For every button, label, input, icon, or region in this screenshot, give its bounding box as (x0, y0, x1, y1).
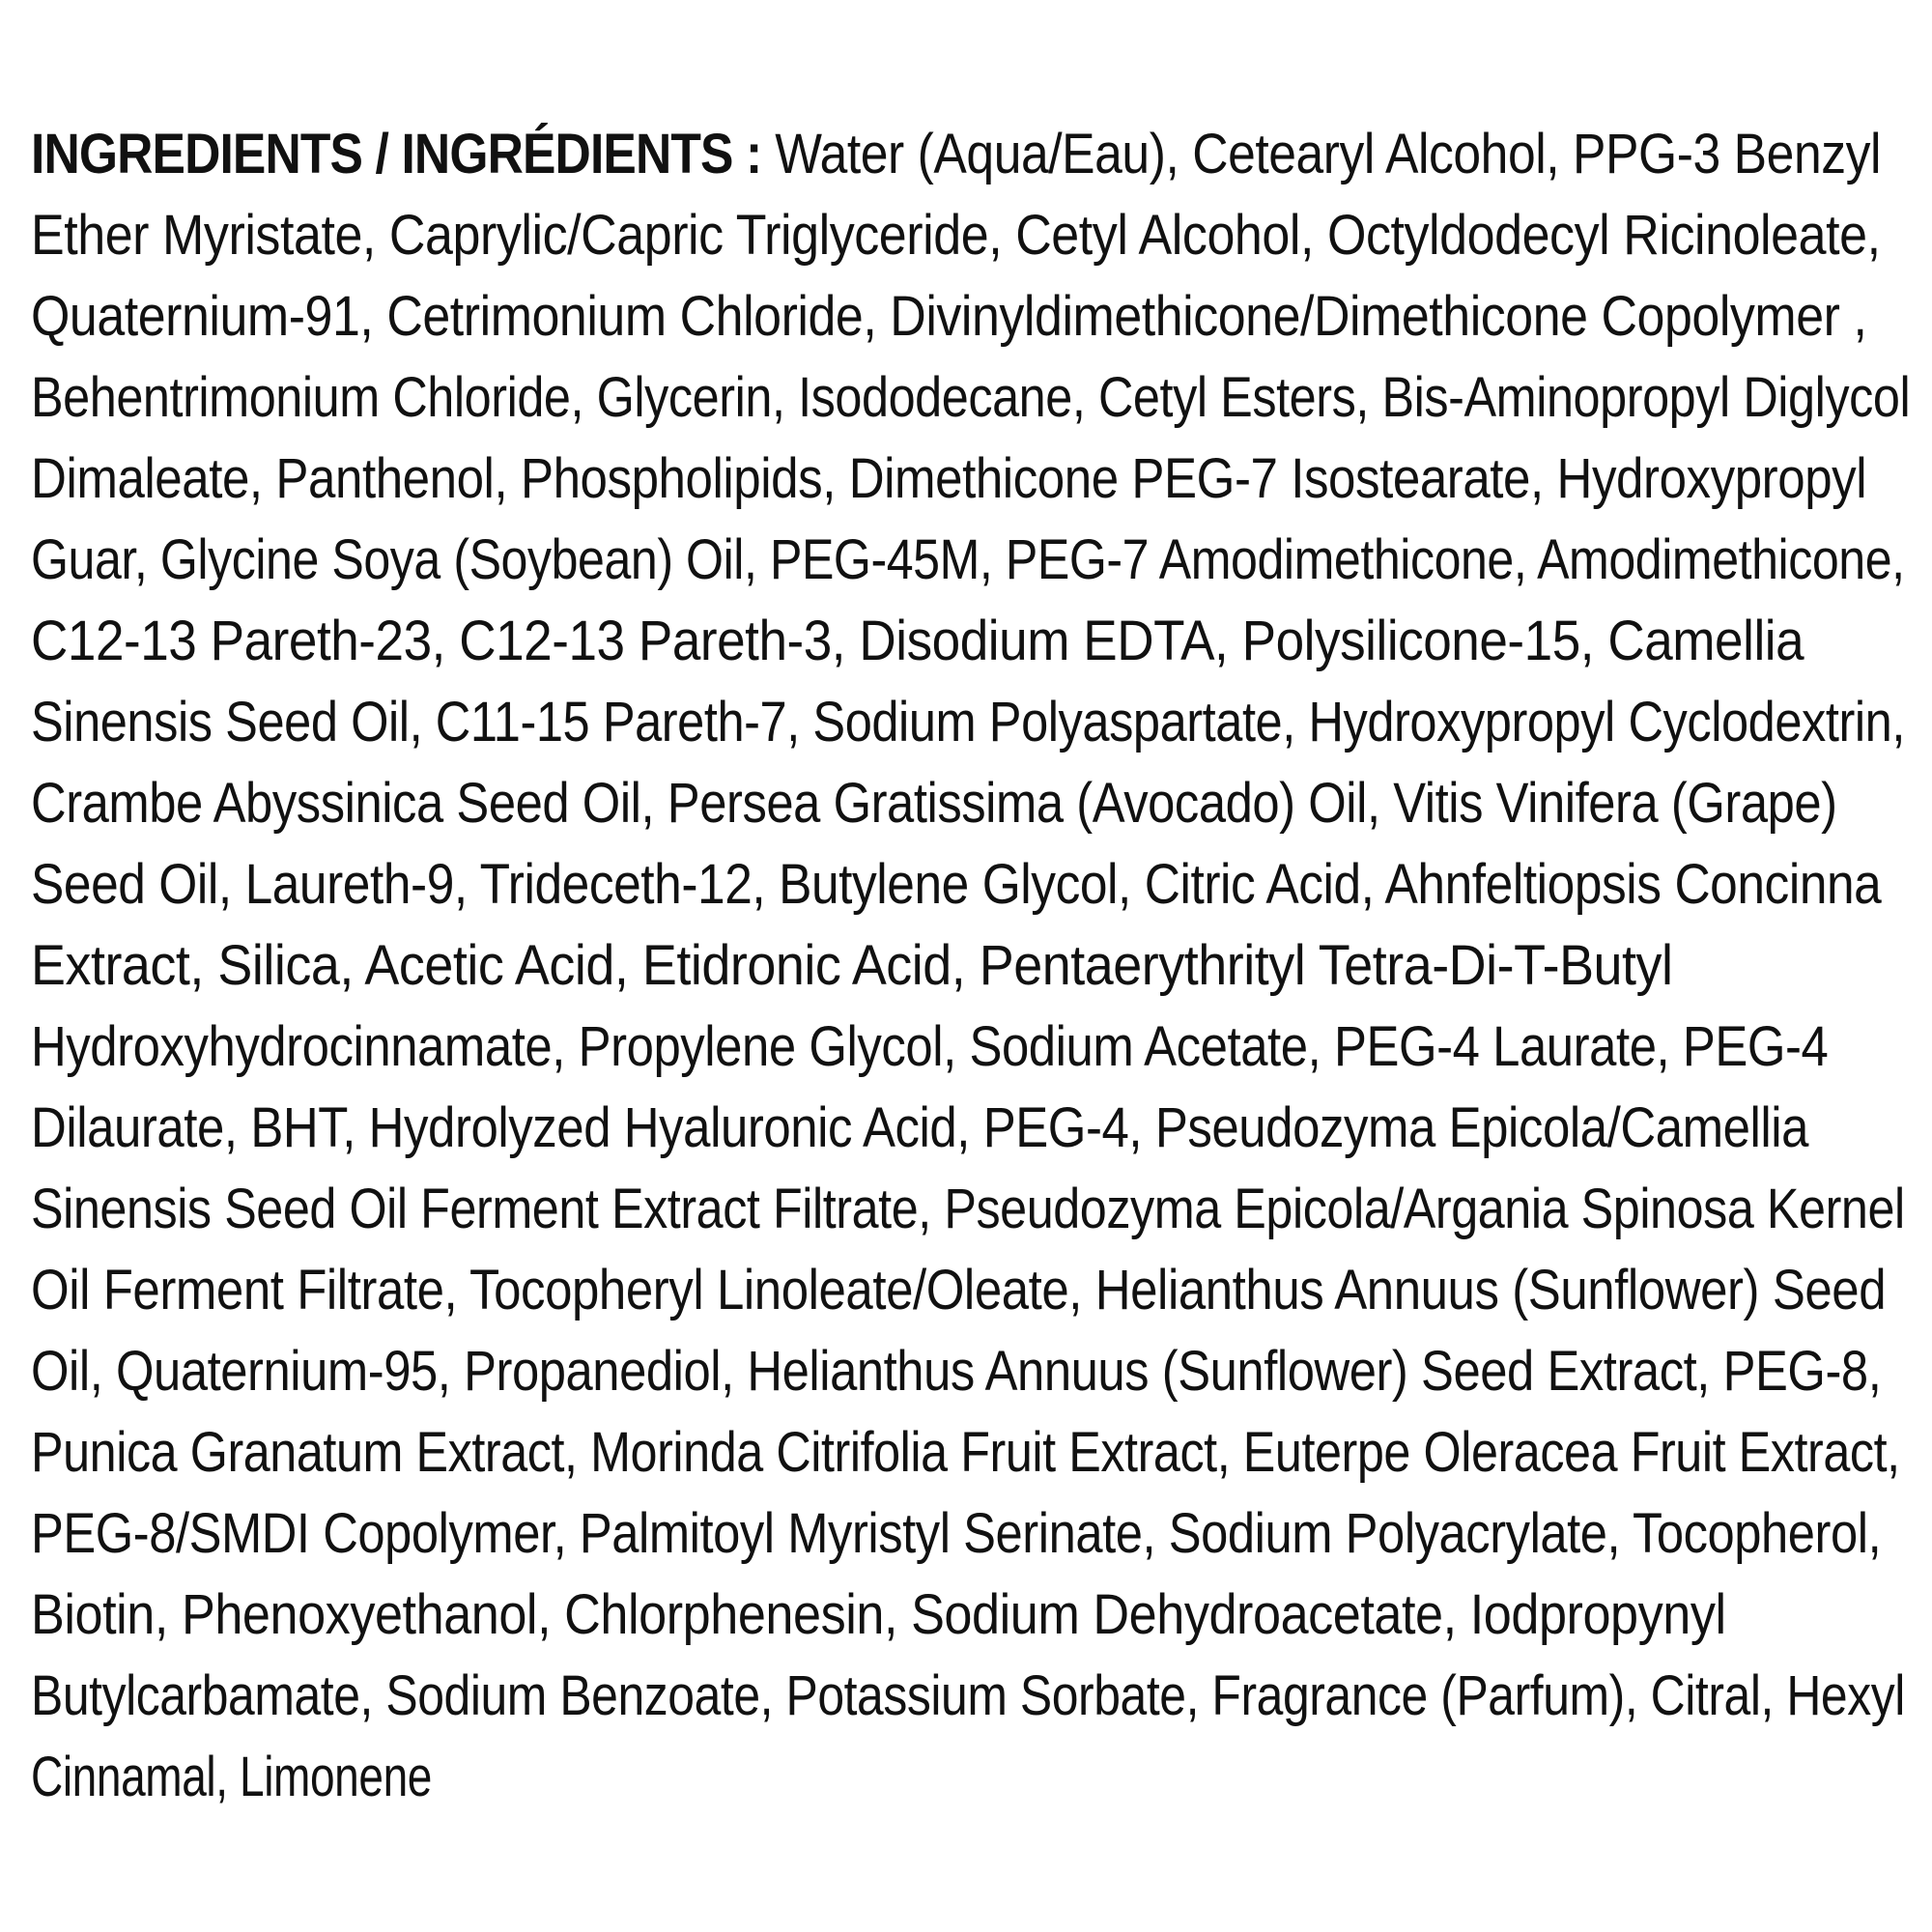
ingredients-line (31, 114, 1882, 195)
ingredients-line: Crambe Abyssinica Seed Oil, Persea Gratissima (Avocado) Oil, Vitis Vinifera (Grape) (31, 772, 1837, 835)
ingredients-line: Cinnamal, Limonene (31, 1746, 432, 1808)
ingredients-line: Oil, Quaternium-95, Propanediol, Helianthus Annuus (Sunflower) Seed Extract, PEG-8, (31, 1340, 1882, 1403)
ingredients-line: Dilaurate, BHT, Hydrolyzed Hyaluronic Acid, PEG-4, Pseudozyma Epicola/Camellia (31, 1096, 1808, 1159)
ingredients-line: C12-13 Pareth-23, C12-13 Pareth-3, Disodium EDTA, Polysilicone-15, Camellia (31, 610, 1804, 672)
ingredients-line: Quaternium-91, Cetrimonium Chloride, Divinyldimethicone/Dimethicone Copolymer , (31, 285, 1867, 348)
ingredients-line: Dimaleate, Panthenol, Phospholipids, Dimethicone PEG-7 Isostearate, Hydroxypropyl (31, 447, 1867, 510)
ingredients-line: Extract, Silica, Acetic Acid, Etidronic Acid, Pentaerythrityl Tetra-Di-T-Butyl (31, 934, 1673, 997)
ingredients-line: Behentrimonium Chloride, Glycerin, Isododecane, Cetyl Esters, Bis-Aminopropyl Diglycol (31, 366, 1911, 429)
ingredients-line: PEG-8/SMDI Copolymer, Palmitoyl Myristyl Serinate, Sodium Polyacrylate, Tocopherol, (31, 1502, 1882, 1565)
ingredients-text: Water (Aqua/Eau), Cetearyl Alcohol, PPG-3 Benzyl (761, 123, 1882, 185)
ingredients-line: Seed Oil, Laureth-9, Trideceth-12, Butylene Glycol, Citric Acid, Ahnfeltiopsis Concinna (31, 853, 1882, 916)
ingredients-heading: INGREDIENTS / INGRÉDIENTS : (31, 123, 762, 185)
ingredients-line: Oil Ferment Filtrate, Tocopheryl Linoleate/Oleate, Helianthus Annuus (Sunflower) Seed (31, 1259, 1887, 1321)
ingredients-line: Punica Granatum Extract, Morinda Citrifolia Fruit Extract, Euterpe Oleracea Fruit Extract, (31, 1421, 1900, 1484)
ingredients-line: Sinensis Seed Oil, C11-15 Pareth-7, Sodium Polyaspartate, Hydroxypropyl Cyclodextrin, (31, 691, 1905, 753)
ingredients-line: Guar, Glycine Soya (Soybean) Oil, PEG-45M, PEG-7 Amodimethicone, Amodimethicone, (31, 528, 1905, 591)
ingredients-line: Hydroxyhydrocinnamate, Propylene Glycol, Sodium Acetate, PEG-4 Laurate, PEG-4 (31, 1015, 1829, 1078)
ingredients-line: Ether Myristate, Caprylic/Capric Triglyceride, Cetyl Alcohol, Octyldodecyl Ricinoleate, (31, 204, 1881, 267)
ingredients-line: Butylcarbamate, Sodium Benzoate, Potassium Sorbate, Fragrance (Parfum), Citral, Hexyl (31, 1664, 1905, 1727)
ingredients-line: Biotin, Phenoxyethanol, Chlorphenesin, Sodium Dehydroacetate, Iodpropynyl (31, 1583, 1726, 1646)
ingredients-panel (31, 114, 1911, 1818)
ingredients-line: Sinensis Seed Oil Ferment Extract Filtrate, Pseudozyma Epicola/Argania Spinosa Kernel (31, 1178, 1905, 1240)
